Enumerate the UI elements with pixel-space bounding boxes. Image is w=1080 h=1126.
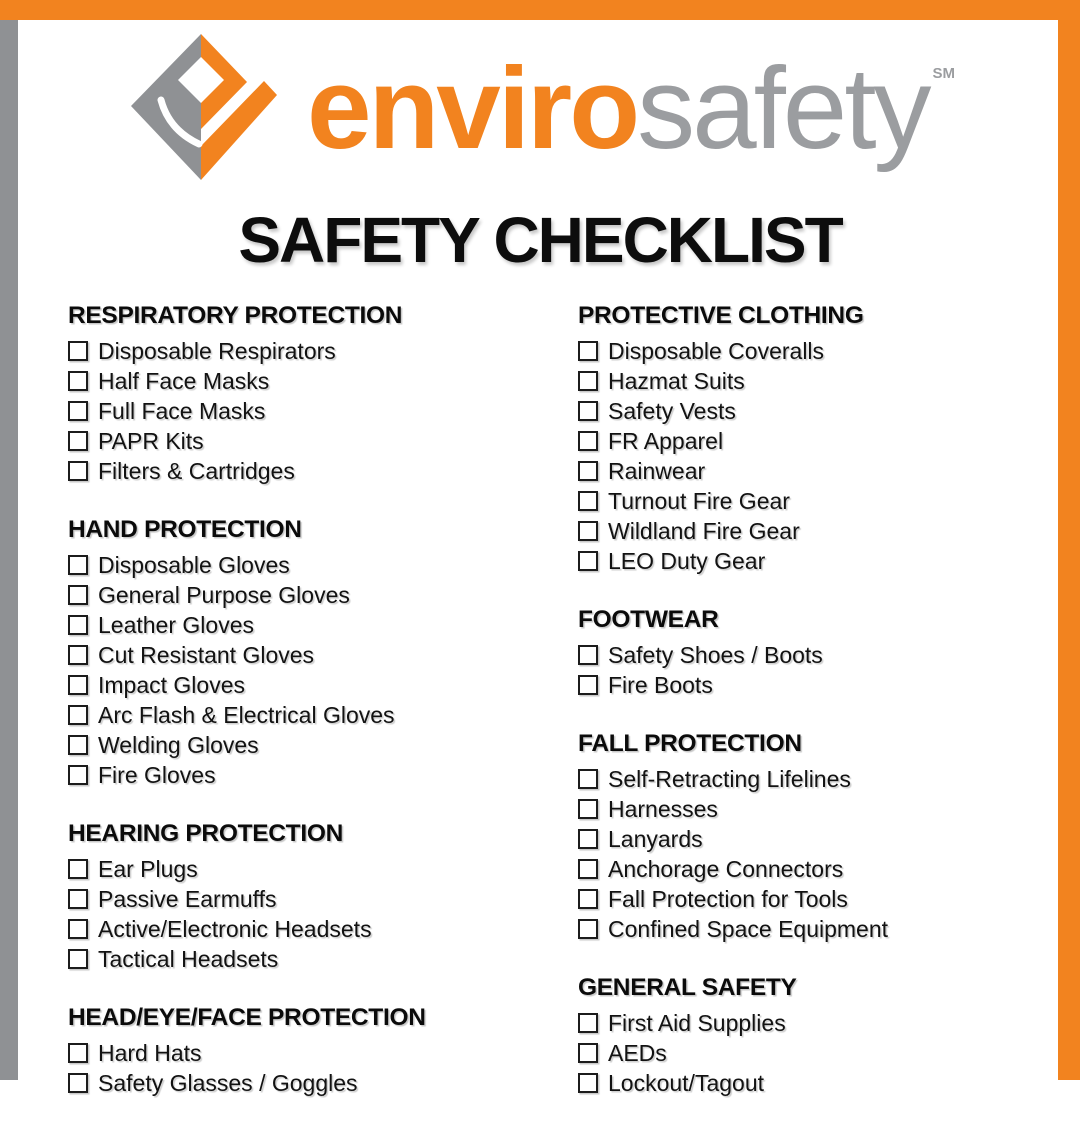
checklist-item (578, 486, 1080, 516)
checkbox[interactable] (68, 889, 88, 909)
checklist-item-label: Anchorage Connectors (608, 855, 844, 882)
checklist-item (68, 944, 578, 974)
section-heading: HEAD/EYE/FACE PROTECTION (68, 1004, 426, 1031)
checkbox[interactable] (578, 461, 598, 481)
checklist-item-label: Self-Retracting Lifelines (608, 765, 851, 792)
checklist-columns (0, 300, 1080, 1126)
checklist-item-label: Full Face Masks (98, 397, 266, 424)
service-mark-label: SM (932, 65, 956, 82)
checklist-item-label: Turnout Fire Gear (608, 487, 790, 514)
envirosafety-logo-mark (129, 32, 289, 184)
checklist-item-label: Safety Glasses / Goggles (98, 1069, 358, 1096)
left-border-bar (0, 20, 18, 1080)
checkbox[interactable] (68, 919, 88, 939)
checkbox[interactable] (578, 431, 598, 451)
checklist-section (68, 1002, 578, 1098)
checklist-item (68, 610, 578, 640)
checklist-item-label: Lockout/Tagout (608, 1069, 765, 1096)
checklist-item-label: Confined Space Equipment (608, 915, 889, 942)
checklist-item (578, 426, 1080, 456)
checklist-item (68, 456, 578, 486)
checklist-item-label: Safety Vests (608, 397, 736, 424)
page-title: SAFETY CHECKLIST (238, 204, 842, 276)
envirosafety-logo (0, 32, 1080, 190)
checklist-item-label: Leather Gloves (98, 611, 254, 638)
checklist-item (578, 1068, 1080, 1098)
right-border-bar (1058, 0, 1080, 1080)
checkbox[interactable] (578, 401, 598, 421)
checklist-item-label: Lanyards (608, 825, 703, 852)
checkbox[interactable] (578, 371, 598, 391)
checkbox[interactable] (68, 1043, 88, 1063)
checklist-item-label: General Purpose Gloves (98, 581, 350, 608)
checkbox[interactable] (68, 341, 88, 361)
checklist-item (578, 914, 1080, 944)
checklist-column-left (68, 300, 578, 1126)
page-header (0, 0, 1080, 276)
checkbox[interactable] (578, 551, 598, 571)
checklist-item (578, 516, 1080, 546)
checklist-item (578, 764, 1080, 794)
section-heading: GENERAL SAFETY (578, 974, 797, 1001)
checklist-item (68, 366, 578, 396)
checklist-section (578, 972, 1080, 1098)
checklist-item (68, 700, 578, 730)
checklist-item (68, 396, 578, 426)
checkbox[interactable] (578, 769, 598, 789)
checkbox[interactable] (68, 705, 88, 725)
checkbox[interactable] (578, 829, 598, 849)
checklist-item-label: Disposable Coveralls (608, 337, 825, 364)
checklist-item (578, 670, 1080, 700)
checkbox[interactable] (578, 521, 598, 541)
checklist-item (578, 546, 1080, 576)
checklist-item-label: Active/Electronic Headsets (98, 915, 372, 942)
checklist-item (578, 884, 1080, 914)
checklist-item (578, 456, 1080, 486)
checklist-item (578, 1008, 1080, 1038)
section-heading: HAND PROTECTION (68, 516, 302, 543)
checkbox[interactable] (68, 371, 88, 391)
checkbox[interactable] (68, 615, 88, 635)
logo-word-safety: safety (637, 43, 929, 173)
checklist-item-label: Filters & Cartridges (98, 457, 295, 484)
checkbox[interactable] (68, 1073, 88, 1093)
checklist-item (68, 914, 578, 944)
checklist-item (68, 1038, 578, 1068)
checklist-item-label: First Aid Supplies (608, 1009, 786, 1036)
section-heading: PROTECTIVE CLOTHING (578, 302, 864, 329)
checklist-item (68, 580, 578, 610)
checkbox[interactable] (578, 919, 598, 939)
checkbox[interactable] (68, 765, 88, 785)
checklist-item-label: Tactical Headsets (98, 945, 279, 972)
checklist-item (68, 550, 578, 580)
checklist-item-label: Hazmat Suits (608, 367, 745, 394)
checkbox[interactable] (578, 675, 598, 695)
checkbox[interactable] (578, 889, 598, 909)
checkbox[interactable] (578, 341, 598, 361)
checklist-column-right (578, 300, 1080, 1126)
checkbox[interactable] (578, 1013, 598, 1033)
checkbox[interactable] (68, 431, 88, 451)
checklist-item-label: Wildland Fire Gear (608, 517, 800, 544)
checklist-item (68, 884, 578, 914)
checklist-section (578, 300, 1080, 576)
checklist-section (578, 728, 1080, 944)
checklist-item (68, 426, 578, 456)
checklist-item-label: Fall Protection for Tools (608, 885, 848, 912)
checklist-item (578, 794, 1080, 824)
logo-word-enviro: enviro (306, 43, 638, 173)
checklist-item-label: Fire Gloves (98, 761, 216, 788)
checkbox[interactable] (68, 585, 88, 605)
section-heading: FALL PROTECTION (578, 730, 802, 757)
checklist-item-label: Rainwear (608, 457, 706, 484)
checklist-item-label: PAPR Kits (98, 427, 204, 454)
checklist-item (578, 854, 1080, 884)
checklist-item (68, 854, 578, 884)
checklist-item-label: Half Face Masks (98, 367, 270, 394)
checklist-item-label: Safety Shoes / Boots (608, 641, 823, 668)
checklist-section (68, 514, 578, 790)
section-heading: RESPIRATORY PROTECTION (68, 302, 403, 329)
checklist-section (578, 604, 1080, 700)
checkbox[interactable] (68, 859, 88, 879)
checkbox[interactable] (68, 735, 88, 755)
checkbox[interactable] (68, 555, 88, 575)
checklist-item-label: Cut Resistant Gloves (98, 641, 315, 668)
checkbox[interactable] (68, 401, 88, 421)
checkbox[interactable] (68, 949, 88, 969)
checkbox[interactable] (578, 491, 598, 511)
checklist-item-label: Ear Plugs (98, 855, 198, 882)
checklist-section (68, 818, 578, 974)
checklist-item (68, 1068, 578, 1098)
checklist-item (68, 336, 578, 366)
checklist-item (578, 396, 1080, 426)
checklist-item-label: Welding Gloves (98, 731, 259, 758)
checklist-item-label: Fire Boots (608, 671, 713, 698)
checklist-item (578, 1038, 1080, 1068)
checkbox[interactable] (68, 645, 88, 665)
checklist-item (578, 336, 1080, 366)
checklist-item-label: Arc Flash & Electrical Gloves (98, 701, 395, 728)
checklist-item-label: Disposable Respirators (98, 337, 336, 364)
checklist-item (578, 640, 1080, 670)
top-border-bar (0, 0, 1080, 20)
checklist-item-label: FR Apparel (608, 427, 724, 454)
checklist-item-label: Disposable Gloves (98, 551, 290, 578)
section-heading: FOOTWEAR (578, 606, 719, 633)
section-heading: HEARING PROTECTION (68, 820, 343, 847)
checklist-item-label: Impact Gloves (98, 671, 245, 698)
checkbox[interactable] (578, 645, 598, 665)
checklist-item-label: AEDs (608, 1039, 667, 1066)
checklist-item (578, 824, 1080, 854)
checkbox[interactable] (578, 859, 598, 879)
logo-wordmark (306, 32, 956, 184)
checklist-item (68, 760, 578, 790)
checkbox[interactable] (578, 1043, 598, 1063)
checkbox[interactable] (578, 799, 598, 819)
checkbox[interactable] (578, 1073, 598, 1093)
checklist-item (68, 670, 578, 700)
checklist-item-label: Hard Hats (98, 1039, 202, 1066)
checkbox[interactable] (68, 675, 88, 695)
checklist-section (68, 300, 578, 486)
checklist-item-label: LEO Duty Gear (608, 547, 766, 574)
checkbox[interactable] (68, 461, 88, 481)
checklist-item (68, 730, 578, 760)
checklist-item-label: Harnesses (608, 795, 718, 822)
checklist-item (68, 640, 578, 670)
checklist-item-label: Passive Earmuffs (98, 885, 277, 912)
checklist-item (578, 366, 1080, 396)
